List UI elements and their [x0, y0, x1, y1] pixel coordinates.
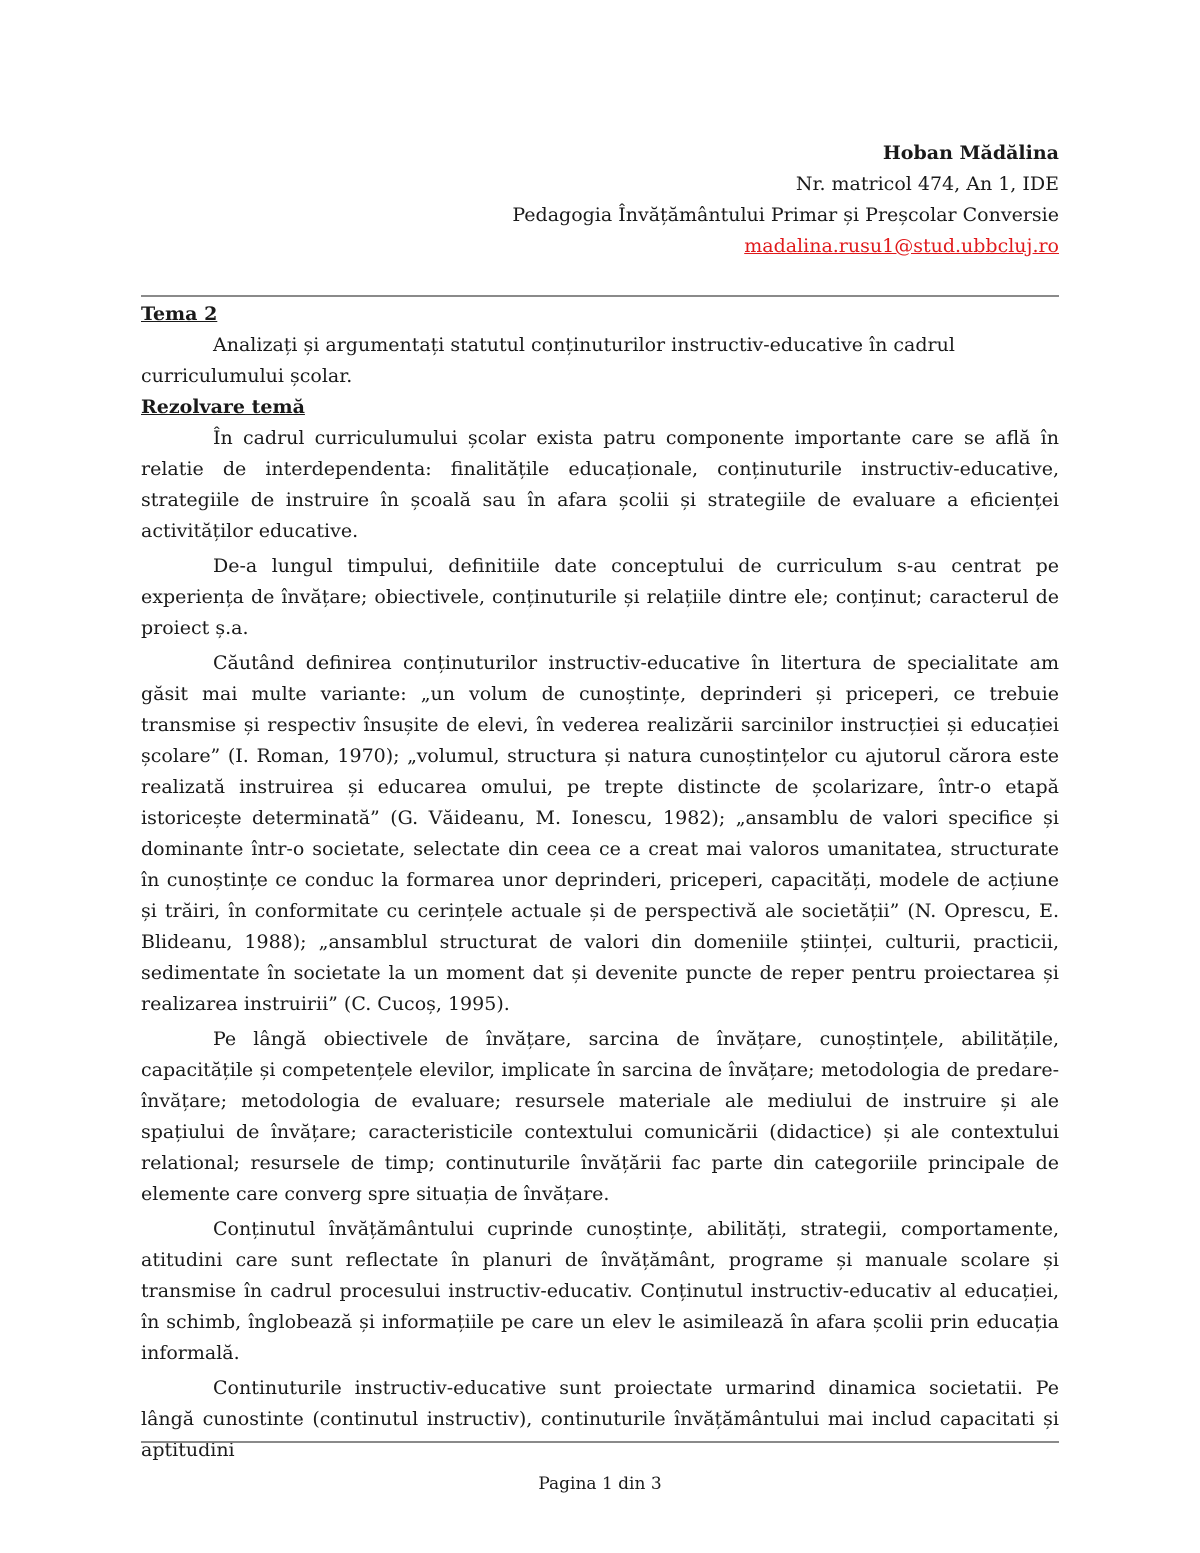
document-body [141, 299, 1059, 1466]
solution-heading: Rezolvare temă [141, 396, 305, 418]
author-name: Hoban Mădălina [882, 142, 1059, 164]
body-paragraph: Căutând definirea conținuturilor instructiv-educative în litertura de specialitate am găsit mai multe variante: „un volum de cunoștințe, deprinderi și priceperi, ce trebuie transmise și respectiv însușite de elevi, în vederea realizării sarcinilor instrucției și educației școlare” (I. Roman, 1970); „volumul, structura și natura cunoștințelor cu ajutorul cărora este realizată instruirea și educarea omului, pe trepte distincte de școlarizare, într-o etapă istoricește determinată” (G. Văideanu, M. Ionescu, 1982); „ansamblu de valori specifice și dominante într-o societate, selectate din ceea ce a creat mai valoros umanitatea, structurate în cunoștințe ce conduc la formarea unor deprinderi, priceperi, capacități, modele de acțiune și trăiri, în conformitate cu cerințele actuale și de perspectivă ale societății” (N. Oprescu, E. Blideanu, 1988); „ansamblul structurat de valori din domeniile științei, culturii, practicii, sedimentate în societate la un moment dat și devenite puncte de reper pentru proiectarea și realizarea instruirii” (C. Cucoș, 1995). [141, 652, 1059, 1015]
body-paragraph: În cadrul curriculumului școlar exista patru componente importante care se află în relatie de interdependenta: finalitățile educaționale, conținuturile instructiv-educative, strategiile de instruire în școală sau în afara școlii și strategiile de evaluare a eficienței activităților educative. [141, 427, 1059, 542]
body-paragraph: Pe lângă obiectivele de învățare, sarcina de învățare, cunoștințele, abilitățile, capacitățile și competențele elevilor, implicate în sarcina de învățare; metodologia de predare-învățare; metodologia de evaluare; resursele materiale ale mediului de instruire și ale spațiului de învățare; caracteristicile contextului comunicării (didactice) și ale contextului relational; resursele de timp; continuturile învățării fac parte din categoriile principale de elemente care converg spre situația de învățare. [141, 1028, 1059, 1205]
assignment-title: Tema 2 [141, 303, 218, 325]
study-program: Pedagogia Învățământului Primar și Preșcolar Conversie [512, 204, 1059, 226]
page-footer [141, 1471, 1059, 1497]
body-paragraph: De-a lungul timpului, definitiile date conceptului de curriculum s-au centrat pe experiența de învățare; obiectivele, conținuturile și relațiile dintre ele; conținut; caracterul de proiect ș.a. [141, 555, 1059, 639]
student-info: Nr. matricol 474, An 1, IDE [795, 173, 1059, 195]
document-header [259, 138, 1059, 262]
assignment-task: Analizați și argumentați statutul conținuturilor instructiv-educative în cadrul curriculumului școlar. [141, 334, 955, 387]
body-paragraph: Conținutul învățământului cuprinde cunoștințe, abilități, strategii, comportamente, atitudini care sunt reflectate în planuri de învățământ, programe și manuale scolare și transmise în cadrul procesului instructiv-educativ. Conținutul instructiv-educativ al educației, în schimb, înglobează și informațiile pe care un elev le asimilează în afara școlii prin educația informală. [141, 1218, 1059, 1364]
email-link[interactable]: madalina.rusu1@stud.ubbcluj.ro [744, 235, 1059, 257]
body-paragraph: Continuturile instructiv-educative sunt proiectate urmarind dinamica societatii. Pe lângă cunostinte (continutul instructiv), continuturile învățământului mai includ capacitati și aptitudini [141, 1377, 1059, 1461]
page-number: Pagina 1 din 3 [538, 1474, 662, 1494]
header-divider [141, 295, 1059, 297]
footer-divider [141, 1441, 1059, 1443]
